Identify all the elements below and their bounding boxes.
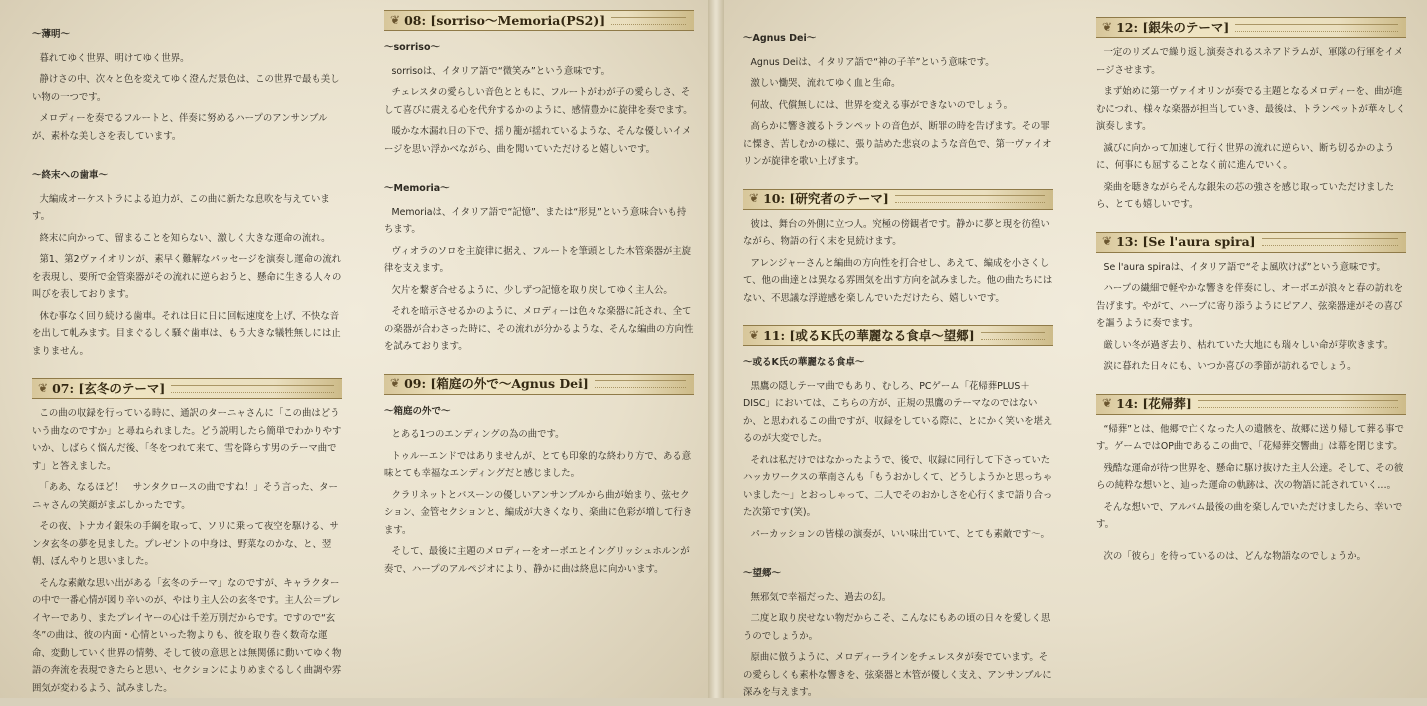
flourish-icon: ❦ — [1102, 234, 1113, 249]
flourish-line — [1235, 24, 1398, 32]
paragraph: パーカッションの皆様の演奏が、いい味出ていて、とても素敵です～。 — [750, 528, 1050, 540]
paragraph: この曲の収録を行っている時に、通訳のターニャさんに「この曲はどういう曲なのですか」と尋ねられました。どう説明したら簡単でわかりやすいか、しばらく悩んだ後、「冬をつれて来て、雪を降らす男のテーマ曲です」と答えました。 — [32, 408, 342, 472]
paragraph: そして、最後に主題のメロディーをオーボエとイングリッシュホルンが奏で、ハープのアルペジオにより、静かに曲は終息に向かいます。 — [384, 546, 690, 575]
track-title: 12: [銀朱のテーマ] — [1116, 19, 1230, 35]
spacer — [743, 547, 1053, 557]
paragraph: クラリネットとバスーンの優しいアンサンブルから曲が始まり、弦セクション、金管セクションと、編成が大きくなり、楽曲に色彩が増して行きます。 — [384, 489, 693, 536]
flourish-line — [1262, 238, 1398, 246]
flourish-line — [895, 195, 1045, 203]
flourish-line — [611, 17, 686, 25]
paragraph: 次の「彼ら」を待っているのは、どんな物語なのでしょうか。 — [1103, 550, 1367, 562]
paragraph: 彼は、舞台の外側に立つ人。究極の傍観者です。静かに夢と現を彷徨いながら、物語の行く末を見続けます。 — [743, 218, 1050, 247]
paragraph: アレンジャーさんと編曲の方向性を打合せし、あえて、編成を小さくして、他の曲達とは異なる雰囲気を出す方向を試みました。他の曲たちにはない、不思議な浮遊感を楽しんでいただけたら、嬉しいです。 — [743, 257, 1053, 304]
paragraph: 厳しい冬が過ぎ去り、枯れていた大地にも瑞々しい命が芽吹きます。 — [1103, 339, 1394, 351]
track-title: 09: [箱庭の外で～Agnus Dei] — [404, 376, 589, 392]
track-title: 14: [花帰葬] — [1116, 396, 1192, 412]
paragraph: 暖かな木漏れ日の下で、揺り籠が揺れているような、そんな優しいイメージを思い浮かべながら、曲を聞いていただけると嬉しいです。 — [384, 126, 692, 155]
spacer — [1096, 218, 1406, 228]
paragraph: 滅びに向かって加速して行く世界の流れに逆らい、断ち切るかのように、何事にも屈することなく前に進んでいく。 — [1096, 142, 1395, 171]
paragraph: それを暗示させるかのように、メロディーは色々な楽器に託され、全ての楽器が合わさった時に、その流れが分かるような、そんな編曲の方向性を試みております。 — [384, 306, 694, 352]
spacer — [384, 360, 694, 370]
section-subtitle: ～箱庭の外で～ — [384, 405, 451, 417]
paragraph: 黒鷹の隠しテーマ曲でもあり、むしろ、PCゲーム「花帰葬PLUS＋DISC」においては、こちらの方が、正規の黒鷹のテーマなのではないか、と思われるこの曲ですが、収録をしている際に、とにかく笑いを堪えるのが大変でした。 — [743, 380, 1053, 444]
paragraph: 激しい慟哭、流れてゆく血と生命。 — [750, 78, 901, 89]
track-title: 13: [Se l'aura spira] — [1116, 234, 1256, 250]
track-heading-banner — [1096, 17, 1406, 38]
flourish-icon: ❦ — [390, 376, 401, 391]
track-heading-banner — [1096, 232, 1406, 253]
column-3 — [743, 30, 1053, 706]
track-heading-banner — [384, 10, 694, 31]
paragraph: 残酷な運命が待つ世界を、懸命に駆け抜けた主人公達。そして、その彼らの純粋な想いと、辿った運命の軌跡は、次の物語に託されていく…。 — [1096, 462, 1404, 491]
track-title: 11: [或るK氏の華麗なる食卓～望郷] — [763, 327, 975, 343]
paragraph: 終末に向かって、留まることを知らない、激しく大きな運命の流れ。 — [39, 232, 331, 244]
track-heading-banner — [743, 189, 1053, 210]
paragraph: Memoriaは、イタリア語で“記憶”、または“形見”という意味合いも持ちます。 — [384, 206, 687, 235]
paragraph: 休む事なく回り続ける歯車。それは日に日に回転速度を上げ、不快な音を出して軋みます。目まぐるしく騒ぐ歯車は、もう大きな犠牲無しには止まりません。 — [32, 310, 341, 357]
paragraph: そんな想いで、アルバム最後の曲を楽しんでいただけましたら、幸いです。 — [1096, 501, 1403, 530]
paragraph: それは私だけではなかったようで、後で、収録に同行して下さっていたハッカワークスの華南さんも「もうおかしくて、どうしようかと思っちゃいました～」とおっしゃって、二人でそのおかしさを心行くまで語り合った次第です(笑)。 — [743, 454, 1053, 518]
paragraph: とある1つのエンディングの為の曲です。 — [391, 429, 565, 440]
column-4 — [1096, 13, 1406, 569]
column-1 — [32, 26, 342, 701]
paragraph: sorrisoは、イタリア語で“微笑み”という意味です。 — [391, 65, 610, 77]
paragraph: そんな素敵な思い出がある「玄冬のテーマ」なのですが、キャラクターの中で一番心情が図り辛いのが、やはり主人公の玄冬です。主人公＝プレイヤーであり、またプレイヤーの心は千差万別だからです。ですので“玄冬”の曲は、彼の内面・心情といった物よりも、彼を取り巻く数奇な運命、変動していく世界の情勢、そして彼の意思とは無関係に動いてゆく物語の奔流を表現できたらと思い、セクションによりめまぐるしく曲調や雰囲気が変わるよう、試みました。 — [32, 577, 342, 694]
flourish-icon: ❦ — [38, 380, 49, 395]
section-subtitle: ～sorriso～ — [384, 42, 440, 53]
paragraph: 大編成オーケストラによる迫力が、この曲に新たな息吹を与えています。 — [32, 193, 330, 222]
section-subtitle: ～終末への歯車～ — [32, 170, 109, 181]
paragraph: 一定のリズムで繰り返し演奏されるスネアドラムが、軍隊の行軍をイメージさせます。 — [1096, 47, 1404, 76]
flourish-line — [1198, 400, 1398, 408]
flourish-icon: ❦ — [1102, 396, 1113, 411]
paragraph: その夜、トナカイ銀朱の手綱を取って、ソリに乗って夜空を駆ける、サンタ玄冬の夢を見ました。プレゼントの中身は、野菜なのかな、と、翌朝、ぼんやりと思いました。 — [32, 521, 339, 567]
flourish-line — [171, 385, 334, 393]
flourish-line — [981, 332, 1045, 340]
paragraph: 何故、代償無しには、世界を変える事ができないのでしょう。 — [750, 99, 1014, 111]
section-subtitle: ～或るK氏の華麗なる食卓～ — [743, 357, 865, 368]
paragraph: 楽曲を聴きながらそんな銀朱の芯の強さを感じ取っていただけましたら、とても嬉しいです。 — [1096, 181, 1395, 210]
paragraph: ハープの繊細で軽やかな響きを伴奏にし、オーボエが浪々と春の訪れを告げます。やがて、ハープに寄り添うようにピアノ、弦楽器達がその喜びを謳うように奏でます。 — [1096, 283, 1404, 329]
paragraph: チェレスタの愛らしい音色とともに、フルートがわが子の愛らしさ、そして喜びに震える心を代弁するかのように、感情豊かに旋律を奏でます。 — [384, 87, 693, 116]
book-gutter — [708, 0, 724, 698]
paragraph: “帰葬”とは、他郷で亡くなった人の遺骸を、故郷に送り帰して葬る事です。ゲームではOP曲であるこの曲で、「花帰葬交響曲」は幕を閉じます。 — [1096, 423, 1404, 452]
flourish-icon: ❦ — [390, 12, 401, 27]
column-2 — [384, 6, 694, 582]
section-subtitle: ～望郷～ — [743, 568, 782, 579]
paragraph: まず始めに第一ヴァイオリンが奏でる主題となるメロディーを、曲が進むにつれ、様々な楽器が担当していき、最後は、トランペットが華々しく演奏します。 — [1096, 86, 1406, 132]
track-title: 08: [sorriso～Memoria(PS2)] — [404, 12, 606, 28]
paragraph: 無邪気で幸福だった、過去の幻。 — [750, 591, 892, 603]
track-heading-banner — [32, 378, 342, 399]
track-heading-banner — [1096, 394, 1406, 415]
spacer — [743, 311, 1053, 321]
section-subtitle: ～Agnus Dei～ — [743, 33, 817, 44]
track-heading-banner — [743, 325, 1053, 346]
track-title: 07: [玄冬のテーマ] — [52, 380, 166, 396]
spacer — [1096, 538, 1406, 548]
paragraph: Agnus Deiは、イタリア語で“神の子羊”という意味です。 — [750, 56, 995, 68]
flourish-line — [595, 380, 686, 388]
paragraph: 涙に暮れた日々にも、いつか喜びの季節が訪れるでしょう。 — [1103, 361, 1357, 372]
paragraph: トゥルーエンドではありませんが、とても印象的な終わり方で、ある意味とても幸福なエンディングだと感じました。 — [384, 450, 692, 479]
track-title: 10: [研究者のテーマ] — [763, 191, 889, 207]
paragraph: Se l'aura spiraは、イタリア語で“そよ風吹けば”という意味です。 — [1103, 261, 1386, 273]
spacer — [743, 175, 1053, 185]
paragraph: メロディーを奏でるフルートと、伴奏に努めるハープのアンサンブルが、素朴な美しさを表しています。 — [32, 113, 328, 142]
spacer — [32, 364, 342, 374]
spacer — [384, 162, 694, 172]
paragraph: 二度と取り戻せない物だからこそ、こんなにもあの頃の日々を愛しく思うのでしょうか。 — [743, 613, 1051, 642]
paragraph: 暮れてゆく世界、明けてゆく世界。 — [39, 52, 190, 64]
spacer — [32, 149, 342, 159]
section-subtitle: ～Memoria～ — [384, 183, 450, 194]
paragraph: 「ああ、なるほど！ サンタクロースの曲ですね！」そう言った、ターニャさんの笑顔がまぶしかったです。 — [32, 482, 338, 511]
track-heading-banner — [384, 374, 694, 395]
paragraph: ヴィオラのソロを主旋律に据え、フルートを筆頭とした木管楽器が主旋律を支えます。 — [384, 245, 691, 274]
flourish-icon: ❦ — [1102, 19, 1113, 34]
paragraph: 欠片を繋ぎ合せるように、少しずつ記憶を取り戻してゆく主人公。 — [391, 284, 673, 296]
paragraph: 高らかに響き渡るトランペットの音色が、断罪の時を告げます。その罪に慄き、苦しむかの様に、張り詰めた悲哀のような音色で、第一ヴァイオリンが旋律を歌い上げます。 — [743, 121, 1052, 167]
flourish-icon: ❦ — [749, 327, 760, 342]
paragraph: 静けさの中、次々と色を変えてゆく澄んだ景色は、この世界で最も美しい物の一つです。 — [32, 74, 340, 103]
paragraph: 原曲に倣うように、メロディーラインをチェレスタが奏でています。その愛らしくも素朴な響きを、弦楽器と木管が優しく支え、アンサンブルに深みを与えます。 — [743, 652, 1052, 698]
paragraph: 第1、第2ヴァイオリンが、素早く難解なパッセージを演奏し運命の流れを表現し、要所で金管楽器がその流れに逆らおうと、懸命に生きる人々の叫びを表しております。 — [32, 254, 342, 300]
section-subtitle: ～薄明～ — [32, 29, 71, 40]
flourish-icon: ❦ — [749, 191, 760, 206]
spacer — [1096, 380, 1406, 390]
